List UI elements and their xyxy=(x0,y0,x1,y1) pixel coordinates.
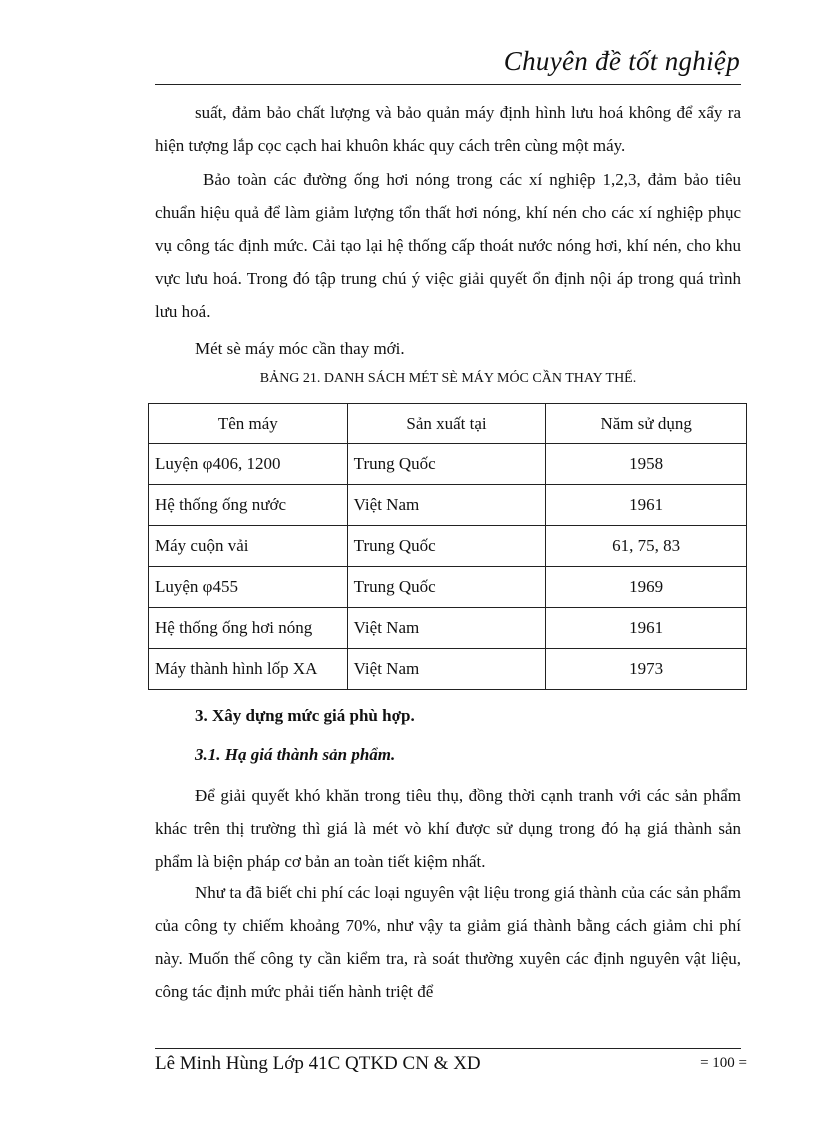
page-number: = 100 = xyxy=(700,1055,747,1071)
table-row xyxy=(149,608,747,649)
cell-year-used: 1973 xyxy=(546,649,747,690)
table-row xyxy=(149,649,747,690)
cell-machine-name: Luyện φ455 xyxy=(149,567,348,608)
table-row xyxy=(149,444,747,485)
section-heading-3: 3. Xây dựng mức giá phù hợp. xyxy=(195,706,415,725)
column-header-machine-name: Tên máy xyxy=(149,404,348,444)
cell-machine-name: Hệ thống ống hơi nóng xyxy=(149,608,348,649)
cell-year-used: 1961 xyxy=(546,608,747,649)
cell-machine-name: Máy thành hình lốp XA xyxy=(149,649,348,690)
paragraph-3: Mét sè máy móc cần thay mới. xyxy=(195,339,405,358)
paragraph-1: suất, đảm bảo chất lượng và bảo quản máy định hình lưu hoá không để xẩy ra hiện tượng lắp cọc cạch hai khuôn khác quy cách trên cùng một máy. xyxy=(155,103,741,155)
table-row xyxy=(149,526,747,567)
column-header-year-used: Năm sử dụng xyxy=(546,404,747,444)
cell-made-in: Việt Nam xyxy=(347,485,546,526)
table-row xyxy=(149,485,747,526)
footer-divider xyxy=(155,1048,741,1049)
cell-machine-name: Hệ thống ống nước xyxy=(149,485,348,526)
cell-made-in: Việt Nam xyxy=(347,649,546,690)
cell-made-in: Trung Quốc xyxy=(347,444,546,485)
table-row xyxy=(149,567,747,608)
paragraph-5: Như ta đã biết chi phí các loại nguyên vật liệu trong giá thành của các sản phẩm của công ty chiếm khoảng 70%, như vậy ta giảm giá thành bằng cách giảm chi phí này. Muốn thế công ty cần kiểm tra, rà soát thường xuyên các định nguyên vật liệu, công tác định mức phải tiến hành triệt để xyxy=(155,883,741,1001)
cell-machine-name: Luyện φ406, 1200 xyxy=(149,444,348,485)
cell-year-used: 1961 xyxy=(546,485,747,526)
footer-author: Lê Minh Hùng Lớp 41C QTKD CN & XD xyxy=(155,1053,481,1074)
column-header-made-in: Sản xuất tại xyxy=(347,404,546,444)
table-header-row xyxy=(149,404,747,444)
cell-year-used: 1958 xyxy=(546,444,747,485)
cell-machine-name: Máy cuộn vải xyxy=(149,526,348,567)
subsection-heading-3-1: 3.1. Hạ giá thành sản phẩm. xyxy=(195,745,396,764)
header-divider xyxy=(155,84,741,85)
paragraph-4: Để giải quyết khó khăn trong tiêu thụ, đồng thời cạnh tranh với các sản phẩm khác trên thị trường thì giá là mét vò khí được sử dụng trong đó hạ giá thành sản phẩm là biện pháp cơ bản an toàn tiết kiệm nhất. xyxy=(155,786,741,871)
cell-made-in: Trung Quốc xyxy=(347,567,546,608)
paragraph-2: Bảo toàn các đường ống hơi nóng trong các xí nghiệp 1,2,3, đảm bảo tiêu chuẩn hiệu quả để làm giảm lượng tổn thất hơi nóng, khí nén cho các xí nghiệp phục vụ công tác định mức. Cải tạo lại hệ thống cấp thoát nước nóng hơi, khí nén, cho khu vực lưu hoá. Trong đó tập trung chú ý việc giải quyết ổn định nội áp trong quá trình lưu hoá. xyxy=(155,170,741,321)
cell-year-used: 61, 75, 83 xyxy=(546,526,747,567)
cell-year-used: 1969 xyxy=(546,567,747,608)
machine-table xyxy=(148,403,747,690)
page-header-title: Chuyên đề tốt nghiệp xyxy=(503,46,740,76)
cell-made-in: Trung Quốc xyxy=(347,526,546,567)
cell-made-in: Việt Nam xyxy=(347,608,546,649)
table-caption: BẢNG 21. DANH SÁCH MÉT SÈ MÁY MÓC CẦN THAY THẾ. xyxy=(259,371,637,386)
